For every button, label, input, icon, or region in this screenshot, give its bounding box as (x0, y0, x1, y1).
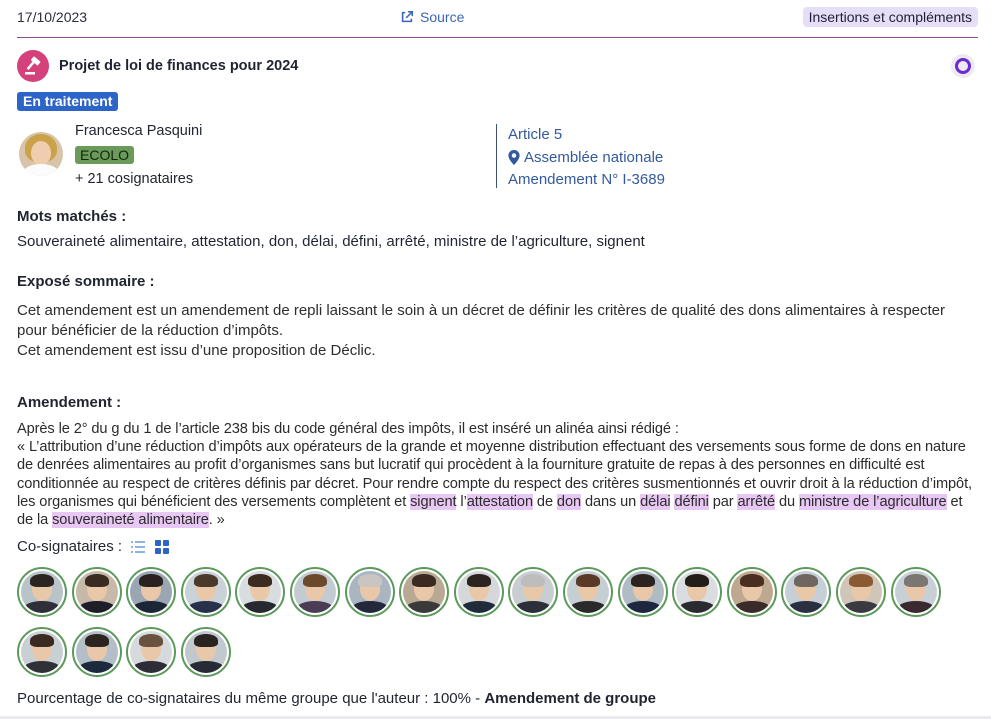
status-badge: En traitement (17, 92, 118, 111)
amendement-text-segment: de (532, 493, 557, 510)
card-header (17, 50, 978, 82)
footer-percentage (17, 690, 656, 707)
source-link[interactable] (400, 9, 464, 25)
cosignataires-count: + 21 cosignataires (75, 171, 194, 187)
cosignataire-avatar[interactable] (126, 567, 176, 617)
grid-view-icon[interactable] (154, 539, 170, 555)
cosignataire-avatar[interactable] (891, 567, 941, 617)
amendement-text (17, 420, 977, 529)
article-label: Article 5 (508, 126, 563, 143)
ring-logo-icon[interactable] (951, 54, 975, 78)
cosignataire-avatar[interactable] (126, 627, 176, 677)
cosignataire-avatar[interactable] (235, 567, 285, 617)
footer-group-label: Amendement de groupe (484, 690, 657, 707)
amendement-intro: Après le 2° du g du 1 de l’article 238 bis du code général des impôts, il est inséré un alinéa ainsi rédigé : (17, 421, 679, 437)
cosignataire-avatar[interactable] (399, 567, 449, 617)
amendement-body (17, 438, 977, 529)
cosignataire-avatar[interactable] (17, 627, 67, 677)
highlighted-keyword: arrêté (737, 493, 775, 510)
category-tag: Insertions et compléments (803, 7, 978, 27)
highlighted-keyword: défini (674, 493, 709, 510)
expose-line-1: Cet amendement est un amendement de repli laissant le soin à un décret de définir les critères de qualité des dons alimentaires à respecter pour bénéficier de la réduction d’impôts. (17, 302, 946, 339)
cosignataire-avatar[interactable] (508, 567, 558, 617)
expose-title: Exposé sommaire : (17, 273, 155, 290)
cosignataire-avatar[interactable] (72, 627, 122, 677)
highlighted-keyword: attestation (466, 493, 533, 510)
highlighted-keyword: délai (640, 493, 671, 510)
highlighted-keyword: ministre de l’agriculture (798, 493, 947, 510)
cosignataire-avatar[interactable] (727, 567, 777, 617)
cosignataire-avatar[interactable] (563, 567, 613, 617)
cosignataire-avatar[interactable] (72, 567, 122, 617)
mots-title: Mots matchés : (17, 208, 127, 225)
amendement-text-segment: l’ (456, 493, 467, 510)
mots-text: Souveraineté alimentaire, attestation, don, délai, défini, arrêté, ministre de l’agriculture, signent (17, 233, 645, 250)
cosignataire-avatar[interactable] (836, 567, 886, 617)
highlighted-keyword: souveraineté alimentaire (52, 512, 209, 529)
avatar[interactable] (19, 132, 63, 176)
author-block (17, 122, 497, 188)
expose-text (17, 301, 977, 361)
chamber-label: Assemblée nationale (524, 148, 664, 166)
vertical-divider (496, 124, 497, 188)
amendement-text-segment: dans un (580, 493, 641, 510)
cosignataire-avatar[interactable] (17, 567, 67, 617)
external-link-icon (400, 10, 414, 24)
expose-line-2: Cet amendement est issu d’une proposition de Déclic. (17, 342, 376, 359)
amendement-text-segment: « L’attribution d’une réduction d’impôts aux opérateurs de la grande et moyenne distribution effectuant des versements sous forme de dons en nature de denrées alimentaires au profit d’organismes sans but lucratif qui procèdent à la fourniture gratuite de repas à des personnes en difficulté est conditionnée au respect de critères définis par décret. Pour rendre compte du respect des critères susmentionnés et ouvrir droit à la réduction d’impôt, les organismes qui bénéficient des versements complètent et (17, 439, 972, 510)
amendement-text-segment: et de la (17, 493, 963, 529)
cosignataire-avatar[interactable] (345, 567, 395, 617)
amendement-text-segment: du (774, 493, 799, 510)
party-badge: ECOLO (75, 146, 134, 164)
amendment-number: Amendement N° I-3689 (508, 171, 665, 188)
gavel-icon (17, 50, 49, 82)
cosignataires-row (17, 538, 170, 555)
amendement-text-segment: . » (208, 512, 225, 529)
cosignataire-avatar[interactable] (781, 567, 831, 617)
cosignataire-avatar[interactable] (454, 567, 504, 617)
card-topbar (17, 0, 978, 38)
cosignataire-avatar[interactable] (672, 567, 722, 617)
amendment-meta (508, 124, 665, 192)
cosignataire-avatar[interactable] (290, 567, 340, 617)
author-name[interactable]: Francesca Pasquini (75, 123, 203, 139)
map-pin-icon (508, 150, 520, 165)
cosignataire-avatar[interactable] (181, 627, 231, 677)
date-label: 17/10/2023 (17, 9, 88, 25)
footer-text: Pourcentage de co-signataires du même groupe que l'auteur : 100% - (17, 690, 485, 707)
cosignataires-label: Co-signataires : (17, 538, 123, 555)
cosignataire-avatar[interactable] (181, 567, 231, 617)
highlighted-keyword: don (556, 493, 581, 510)
bill-title: Projet de loi de finances pour 2024 (59, 58, 299, 74)
cosignataire-avatar[interactable] (618, 567, 668, 617)
source-label: Source (420, 9, 465, 25)
list-view-icon[interactable] (130, 539, 146, 555)
highlighted-keyword: signent (410, 493, 457, 510)
amendement-title: Amendement : (17, 394, 122, 411)
amendement-text-segment: par (708, 493, 738, 510)
